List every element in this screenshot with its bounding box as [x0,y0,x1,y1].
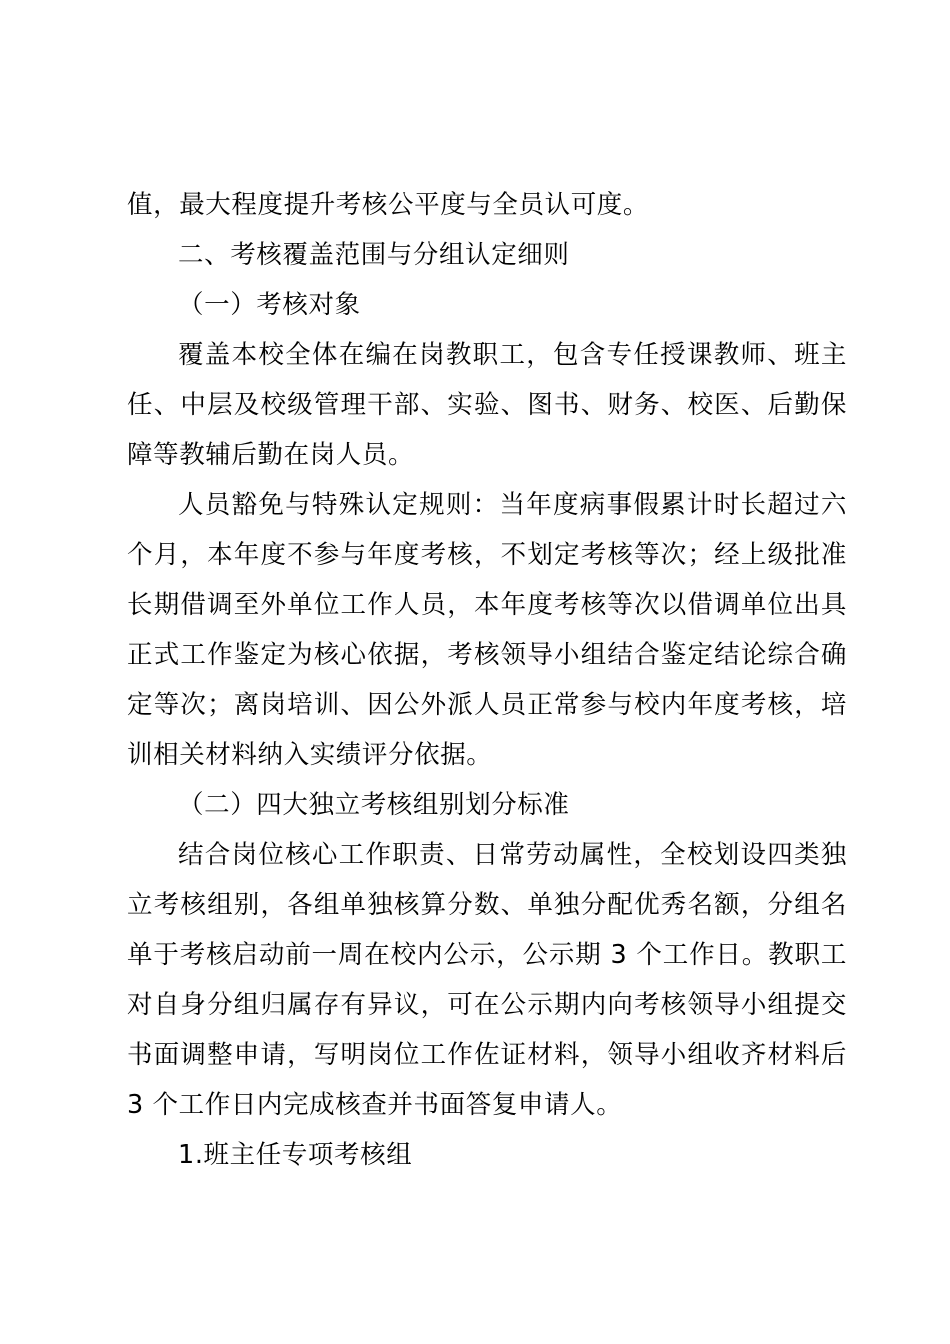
paragraph-line: 人员豁免与特殊认定规则：当年度病事假累计时长超过六 [178,490,847,520]
item-heading: 1.班主任专项考核组 [178,1140,413,1170]
paragraph-line: 结合岗位核心工作职责、日常劳动属性，全校划设四类独 [178,840,847,870]
subsection-heading: （二）四大独立考核组别划分标准 [178,790,570,820]
paragraph-line: 立考核组别，各组单独核算分数、单独分配优秀名额，分组名 [127,890,847,920]
paragraph-line: 定等次；离岗培训、因公外派人员正常参与校内年度考核，培 [127,690,847,720]
paragraph-line: 长期借调至外单位工作人员，本年度考核等次以借调单位出具 [127,590,847,620]
subsection-heading: （一）考核对象 [178,290,361,320]
paragraph-line: 值，最大程度提升考核公平度与全员认可度。 [127,190,650,220]
paragraph-line: 障等教辅后勤在岗人员。 [127,440,415,470]
section-heading: 二、考核覆盖范围与分组认定细则 [178,240,570,270]
paragraph-line: 训相关材料纳入实绩评分依据。 [127,740,493,770]
paragraph-line: 3 个工作日内完成核查并书面答复申请人。 [127,1090,623,1120]
paragraph-line: 正式工作鉴定为核心依据，考核领导小组结合鉴定结论综合确 [127,640,847,670]
paragraph-line: 单于考核启动前一周在校内公示，公示期 3 个工作日。教职工 [127,940,847,970]
paragraph-line: 任、中层及校级管理干部、实验、图书、财务、校医、后勤保 [127,390,847,420]
paragraph-line: 覆盖本校全体在编在岗教职工，包含专任授课教师、班主 [178,340,847,370]
paragraph-line: 个月，本年度不参与年度考核，不划定考核等次；经上级批准 [127,540,847,570]
paragraph-line: 书面调整申请，写明岗位工作佐证材料，领导小组收齐材料后 [127,1040,847,1070]
paragraph-line: 对自身分组归属存有异议，可在公示期内向考核领导小组提交 [127,990,847,1020]
